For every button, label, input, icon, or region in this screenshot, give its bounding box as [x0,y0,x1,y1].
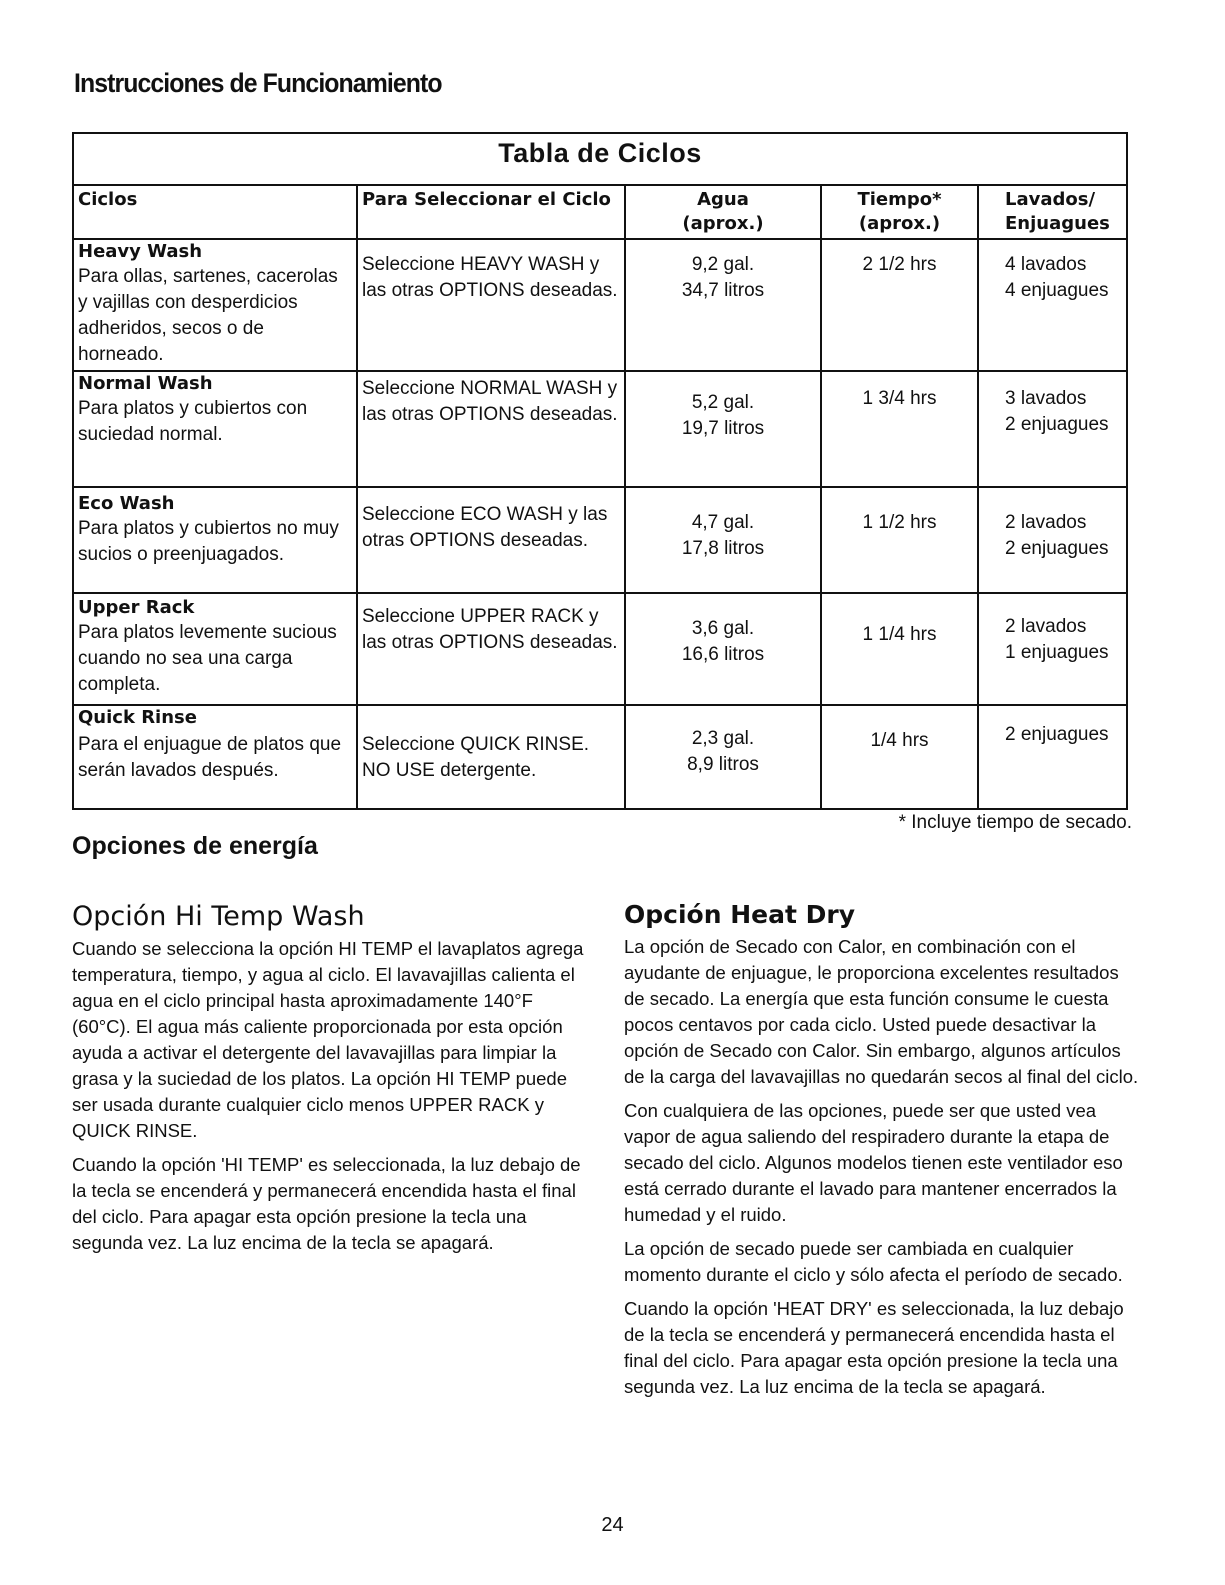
washes-cell [978,593,1127,705]
washes-value: 4 lavados [1005,254,1087,275]
heat-dry-section [624,898,1144,1408]
header-washes: Lavados/ Enjuagues [978,185,1127,239]
cycle-description: Para el enjuague de platos que serán lavados después. [78,734,342,781]
water-gal: 9,2 gal. [691,254,755,275]
water-liters: 8,9 litros [687,754,759,775]
time-cell [821,705,978,809]
cycle-name: Upper Rack [78,597,195,618]
washes-value: 2 lavados [1005,512,1087,533]
cycle-cell [73,371,357,487]
water-liters: 34,7 litros [681,280,765,301]
washes-value: 3 lavados [1005,388,1087,409]
page-number: 24 [601,1514,624,1536]
select-cell [357,371,625,487]
water-liters: 17,8 litros [681,538,765,559]
cycle-name: Quick Rinse [78,707,197,728]
cycle-name: Heavy Wash [78,241,203,262]
header-select: Para Seleccionar el Ciclo [357,185,625,239]
water-liters: 19,7 litros [681,418,765,439]
cycle-cell [73,487,357,593]
hi-temp-section [72,900,592,1264]
select-cell [357,593,625,705]
time-value: 1 1/4 hrs [862,624,937,645]
water-cell [625,487,821,593]
table-row [73,239,1127,371]
energy-options-title: Opciones de energía [72,832,318,860]
rinses-value: 4 enjuagues [1005,280,1109,301]
cycle-description: Para platos levemente sucious cuando no sea una carga completa. [78,622,337,695]
table-row [73,593,1127,705]
cycle-description: Para ollas, sartenes, cacerolas y vajillas con desperdicios adheridos, secos o de horneado. [78,266,338,365]
heat-dry-paragraph: Cuando la opción 'HEAT DRY' es seleccionada, la luz debajo de la tecla se encenderá y permanecerá encendida hasta el final del ciclo. Para apagar esta opción presione la tecla una segunda vez. La luz encima de la tecla se apagará. [624,1298,1124,1397]
select-text: Seleccione HEAVY WASH y las otras OPTIONS deseadas. [362,254,618,301]
cycle-table [72,132,1128,810]
washes-value: 2 enjuagues [1005,724,1109,745]
page-title: Instrucciones de Funcionamiento [74,68,442,98]
table-row [73,487,1127,593]
time-cell [821,239,978,371]
time-cell [821,487,978,593]
select-cell [357,239,625,371]
header-cycles: Ciclos [73,185,357,239]
heat-dry-paragraph: Con cualquiera de las opciones, puede ser que usted vea vapor de agua saliendo del respiradero durante la etapa de secado del ciclo. Algunos modelos tienen este ventilador eso está cerrado durante el lavado para mantener encerrados la humedad y el ruido. [624,1100,1123,1225]
water-cell [625,705,821,809]
cycle-cell [73,705,357,809]
water-cell [625,239,821,371]
header-time: Tiempo* (aprox.) [821,185,978,239]
washes-cell [978,239,1127,371]
water-gal: 2,3 gal. [691,728,755,749]
washes-cell [978,371,1127,487]
table-row [73,705,1127,809]
cycle-description: Para platos y cubiertos no muy sucios o preenjuagados. [78,518,339,565]
select-cell [357,487,625,593]
select-text: Seleccione NORMAL WASH y las otras OPTIONS deseadas. [362,378,618,425]
cycle-name: Normal Wash [78,373,213,394]
water-gal: 5,2 gal. [691,392,755,413]
cycle-name: Eco Wash [78,493,175,514]
cycle-cell [73,239,357,371]
table-title: Tabla de Ciclos [73,133,1127,185]
water-liters: 16,6 litros [681,644,765,665]
water-gal: 3,6 gal. [691,618,755,639]
water-cell [625,371,821,487]
table-row [73,371,1127,487]
select-text: Seleccione QUICK RINSE. NO USE detergente. [362,734,590,781]
rinses-value: 1 enjuagues [1005,642,1109,663]
cycle-cell [73,593,357,705]
time-cell [821,371,978,487]
washes-cell [978,705,1127,809]
time-value: 1 3/4 hrs [862,388,937,409]
washes-value: 2 lavados [1005,616,1087,637]
select-cell [357,705,625,809]
select-text: Seleccione UPPER RACK y las otras OPTIONS deseadas. [362,606,618,653]
time-value: 2 1/2 hrs [862,254,937,275]
water-gal: 4,7 gal. [691,512,755,533]
hi-temp-paragraph: Cuando se selecciona la opción HI TEMP el lavaplatos agrega temperatura, tiempo, y agua al ciclo. El lavavajillas calienta el agua en el ciclo principal hasta aproximadamente 140°F (60°C). El agua más caliente proporcionada por esta opción ayuda a activar el detergente del lavavajillas para limpiar la grasa y la suciedad de los platos. La opción HI TEMP puede ser usada durante cualquier ciclo menos UPPER RACK y QUICK RINSE. [72,938,584,1141]
time-cell [821,593,978,705]
header-water: Agua (aprox.) [625,185,821,239]
time-value: 1 1/2 hrs [862,512,937,533]
select-text: Seleccione ECO WASH y las otras OPTIONS deseadas. [362,504,608,551]
time-value: 1/4 hrs [870,730,929,751]
heat-dry-paragraph: La opción de secado puede ser cambiada en cualquier momento durante el ciclo y sólo afecta el período de secado. [624,1238,1123,1285]
heat-dry-paragraph: La opción de Secado con Calor, en combinación con el ayudante de enjuague, le proporciona excelentes resultados de secado. La energía que esta función consume le cuesta pocos centavos por cada ciclo. Usted puede desactivar la opción de Secado con Calor. Sin embargo, algunos artículos de la carga del lavavajillas no quedarán secos al final del ciclo. [624,936,1139,1087]
table-footnote: * Incluye tiempo de secado. [898,812,1132,833]
hi-temp-heading: Opción Hi Temp Wash [72,901,365,932]
cycle-description: Para platos y cubiertos con suciedad normal. [78,398,308,445]
washes-cell [978,487,1127,593]
rinses-value: 2 enjuagues [1005,538,1109,559]
rinses-value: 2 enjuagues [1005,414,1109,435]
water-cell [625,593,821,705]
heat-dry-heading: Opción Heat Dry [624,900,855,929]
hi-temp-paragraph: Cuando la opción 'HI TEMP' es seleccionada, la luz debajo de la tecla se encenderá y permanecerá encendida hasta el final del ciclo. Para apagar esta opción presione la tecla una segunda vez. La luz encima de la tecla se apagará. [72,1154,581,1253]
